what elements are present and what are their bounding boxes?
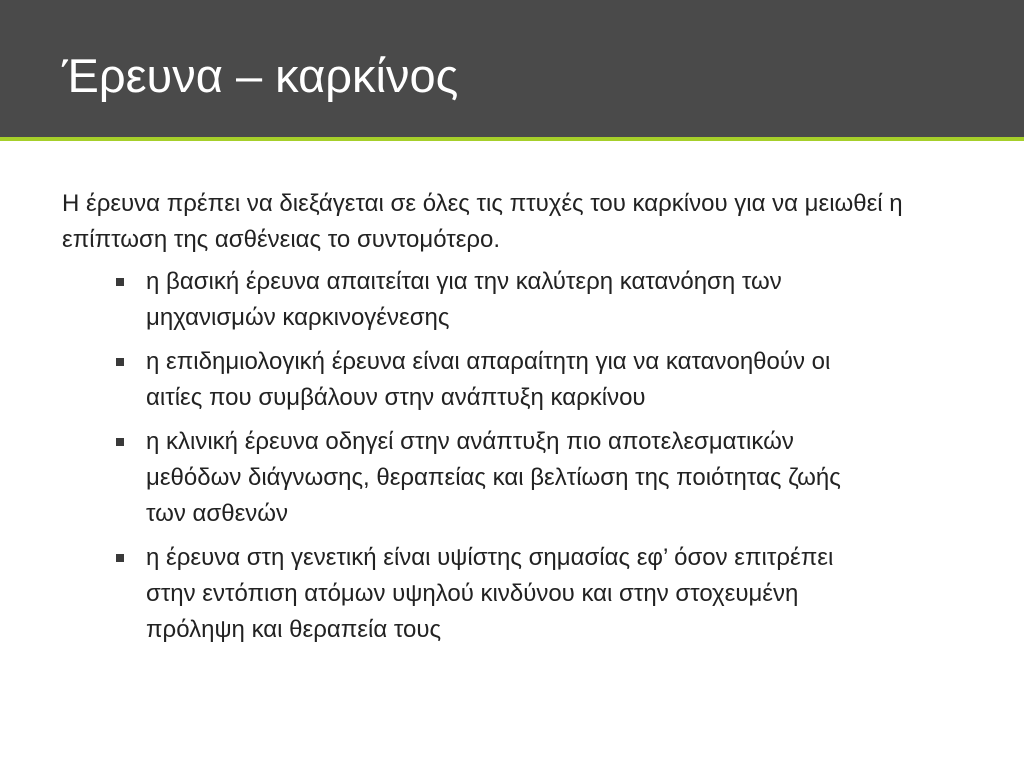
square-bullet-icon xyxy=(116,438,124,446)
intro-paragraph: Η έρευνα πρέπει να διεξάγεται σε όλες τις πτυχές του καρκίνου για να μειωθεί η επίπτωση της ασθένειας το συντομότερο. xyxy=(62,190,903,253)
bullet-text: η έρευνα στη γενετική είναι υψίστης σημασίας εφ’ όσον επιτρέπει στην εντόπιση ατόμων υψηλού κινδύνου και στην στοχευμένη πρόληψη και θεραπεία τους xyxy=(146,544,834,643)
bullet-item xyxy=(62,264,846,336)
square-bullet-icon xyxy=(116,554,124,562)
bullet-text: η βασική έρευνα απαιτείται για την καλύτερη κατανόηση των μηχανισμών καρκινογένεσης xyxy=(146,268,782,331)
slide-body xyxy=(62,186,962,656)
accent-divider xyxy=(0,137,1024,141)
slide-title: Έρευνα – καρκίνος xyxy=(62,49,459,102)
square-bullet-icon xyxy=(116,278,124,286)
bullet-item xyxy=(62,424,846,532)
bullet-item xyxy=(62,540,846,648)
bullet-text: η επιδημιολογική έρευνα είναι απαραίτητη για να κατανοηθούν οι αιτίες που συμβάλουν στην ανάπτυξη καρκίνου xyxy=(146,348,831,411)
bullet-item xyxy=(62,344,846,416)
bullet-text: η κλινική έρευνα οδηγεί στην ανάπτυξη πιο αποτελεσματικών μεθόδων διάγνωσης, θεραπείας και βελτίωση της ποιότητας ζωής των ασθενών xyxy=(146,428,841,527)
bullet-list xyxy=(62,264,962,648)
square-bullet-icon xyxy=(116,358,124,366)
title-bar xyxy=(0,0,1024,137)
